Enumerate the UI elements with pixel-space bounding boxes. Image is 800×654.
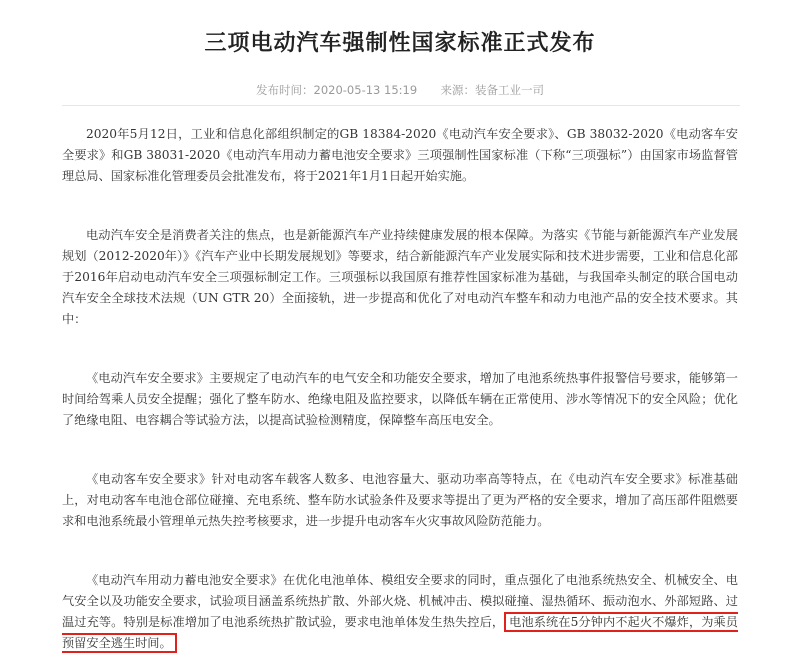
title-divider — [62, 105, 740, 106]
publish-time: 发布时间：2020-05-13 15:19 — [256, 83, 418, 97]
article-meta — [0, 82, 800, 98]
paragraph-4: 《电动客车安全要求》针对电动客车载客人数多、电池容量大、驱动功率高等特点，在《电动汽车安全要求》标准基础上，对电动客车电池仓部位碰撞、充电系统、整车防水试验条件及要求等提出了更为严格的安全要求，增加了高压部件阻燃要求和电池系统最小管理单元热失控考核要求，进一步提升电动客车火灾事故风险防范能力。 — [62, 472, 738, 528]
paragraph-5-text: 《电动汽车用动力蓄电池安全要求》在优化电池单体、模组安全要求的同时，重点强化了电池系统热安全、机械安全、电气安全以及功能安全要求，试验项目涵盖系统热扩散、外部火烧、机械冲击、模拟碰撞、湿热循环、振动泡水、外部短路、过温过充等。特别是标准增加了电池系统热扩散试验，要求电池单体发生热失控后， — [62, 573, 738, 629]
page-title: 三项电动汽车强制性国家标准正式发布 — [204, 31, 596, 56]
article-body — [62, 124, 738, 654]
highlighted-sentence: 电池系统在5分钟内不起火不爆炸，为乘员预留安全逃生时间。 — [62, 612, 738, 653]
article-source: 来源：装备工业一司 — [440, 83, 544, 97]
paragraph-5 — [62, 570, 738, 654]
paragraph-1: 2020年5月12日，工业和信息化部组织制定的GB 18384-2020《电动汽车安全要求》、GB 38032-2020《电动客车安全要求》和GB 38031-2020《电动汽车用动力蓄电池安全要求》三项强制性国家标准（下称“三项强标”）由国家市场监督管理总局、国家标准化管理委员会批准发布，将于2021年1月1日起开始实施。 — [62, 127, 738, 183]
paragraph-3: 《电动汽车安全要求》主要规定了电动汽车的电气安全和功能安全要求，增加了电池系统热事件报警信号要求，能够第一时间给驾乘人员安全提醒；强化了整车防水、绝缘电阻及监控要求，以降低车辆在正常使用、涉水等情况下的安全风险；优化了绝缘电阻、电容耦合等试验方法，以提高试验检测精度，保障整车高压电安全。 — [62, 371, 738, 427]
paragraph-2: 电动汽车安全是消费者关注的焦点，也是新能源汽车产业持续健康发展的根本保障。为落实《节能与新能源汽车产业发展规划（2012-2020年）》《汽车产业中长期发展规划》等要求，结合新能源汽车产业发展实际和技术进步需要，工业和信息化部于2016年启动电动汽车安全三项强标制定工作。三项强标以我国原有推荐性国家标准为基础，与我国牵头制定的联合国电动汽车安全全球技术法规（UN GTR 20）全面接轨，进一步提高和优化了对电动汽车整车和动力电池产品的安全技术要求。其中： — [62, 228, 738, 326]
